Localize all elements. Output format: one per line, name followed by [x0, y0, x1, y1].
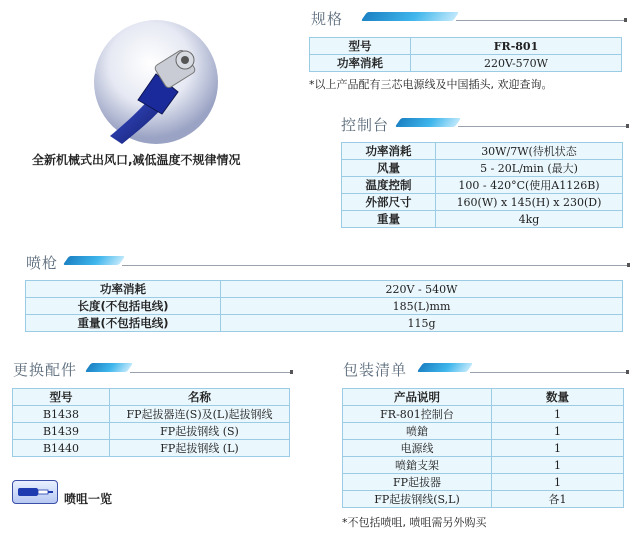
parts-model: B1440 [13, 440, 110, 457]
table-row [343, 406, 624, 423]
gun-key: 重量(不包括电线) [26, 315, 221, 332]
product-caption: 全新机械式出风口,减低温度不规律情况 [32, 153, 241, 167]
console-value: 30W/7W(待机状态 [436, 143, 623, 160]
table-row [26, 281, 623, 298]
parts-header-name: 名称 [110, 389, 290, 406]
spec-value: 220V-570W [411, 55, 622, 72]
parts-table [12, 388, 290, 457]
table-header-row [13, 389, 290, 406]
table-row [343, 491, 624, 508]
table-row [343, 457, 624, 474]
console-value: 160(W) x 145(H) x 230(D) [436, 194, 623, 211]
package-qty: 1 [492, 406, 624, 423]
spec-note: *以上产品配有三芯电源线及中国插头, 欢迎查询。 [309, 78, 553, 91]
gun-value: 115g [221, 315, 623, 332]
console-value: 5 - 20L/min (最大) [436, 160, 623, 177]
parts-name: FP起拔钢线 (L) [110, 440, 290, 457]
table-row [13, 440, 290, 457]
gun-rule [122, 265, 628, 266]
package-rule [470, 372, 628, 373]
gun-table [25, 280, 623, 332]
console-title-bar [395, 118, 461, 127]
console-key: 温度控制 [342, 177, 436, 194]
table-row [343, 440, 624, 457]
package-item: FR-801控制台 [343, 406, 492, 423]
parts-model: B1438 [13, 406, 110, 423]
gun-title-bar [63, 256, 125, 265]
spec-value: FR-801 [411, 38, 622, 55]
table-row [310, 38, 622, 55]
table-row [310, 55, 622, 72]
table-row [342, 177, 623, 194]
console-value: 100 - 420°C(使用A1126B) [436, 177, 623, 194]
package-item: 喷鎗支架 [343, 457, 492, 474]
parts-name: FP起拔器连(S)及(L)起拔钢线 [110, 406, 290, 423]
table-row [342, 211, 623, 228]
table-row [26, 315, 623, 332]
parts-header-model: 型号 [13, 389, 110, 406]
table-row [342, 143, 623, 160]
parts-title: 更换配件 [13, 361, 78, 379]
spec-title: 规格 [311, 10, 344, 28]
table-row [342, 160, 623, 177]
gun-value: 220V - 540W [221, 281, 623, 298]
package-header-qty: 数量 [492, 389, 624, 406]
spec-key: 功率消耗 [310, 55, 411, 72]
parts-rule [130, 372, 292, 373]
spec-rule [456, 20, 626, 21]
console-value: 4kg [436, 211, 623, 228]
spec-title-bar [361, 12, 459, 21]
console-rule [458, 126, 628, 127]
console-table [341, 142, 623, 228]
package-qty: 1 [492, 457, 624, 474]
gun-rule-end [627, 263, 630, 267]
console-key: 风量 [342, 160, 436, 177]
package-item: FP起拔器 [343, 474, 492, 491]
gun-title: 喷枪 [26, 254, 59, 272]
table-header-row [343, 389, 624, 406]
table-row [26, 298, 623, 315]
package-item: 电源线 [343, 440, 492, 457]
console-title: 控制台 [341, 116, 390, 134]
parts-name: FP起拔钢线 (S) [110, 423, 290, 440]
product-image [92, 18, 222, 148]
package-title-bar [417, 363, 473, 372]
package-item: 喷鎗 [343, 423, 492, 440]
package-table [342, 388, 624, 508]
gun-value: 185(L)mm [221, 298, 623, 315]
parts-rule-end [290, 370, 293, 374]
parts-title-bar [85, 363, 133, 372]
package-item: FP起拔钢线(S,L) [343, 491, 492, 508]
table-row [342, 194, 623, 211]
console-key: 重量 [342, 211, 436, 228]
package-qty: 1 [492, 440, 624, 457]
nozzle-list-link[interactable]: 喷咀一览 [64, 492, 113, 506]
console-rule-end [626, 124, 629, 128]
spec-rule-end [624, 18, 627, 22]
package-qty: 1 [492, 423, 624, 440]
package-header-item: 产品说明 [343, 389, 492, 406]
spec-key: 型号 [310, 38, 411, 55]
package-qty: 各1 [492, 491, 624, 508]
gun-key: 长度(不包括电线) [26, 298, 221, 315]
table-row [13, 406, 290, 423]
table-row [343, 474, 624, 491]
console-key: 功率消耗 [342, 143, 436, 160]
table-row [13, 423, 290, 440]
parts-model: B1439 [13, 423, 110, 440]
table-row [343, 423, 624, 440]
package-title: 包装清单 [343, 361, 408, 379]
gun-key: 功率消耗 [26, 281, 221, 298]
console-key: 外部尺寸 [342, 194, 436, 211]
package-qty: 1 [492, 474, 624, 491]
nozzle-list-button[interactable] [12, 480, 58, 504]
nozzle-icon [13, 481, 57, 503]
package-rule-end [626, 370, 629, 374]
spec-table [309, 37, 622, 72]
package-note: *不包括喷咀, 喷咀需另外购买 [342, 516, 487, 529]
